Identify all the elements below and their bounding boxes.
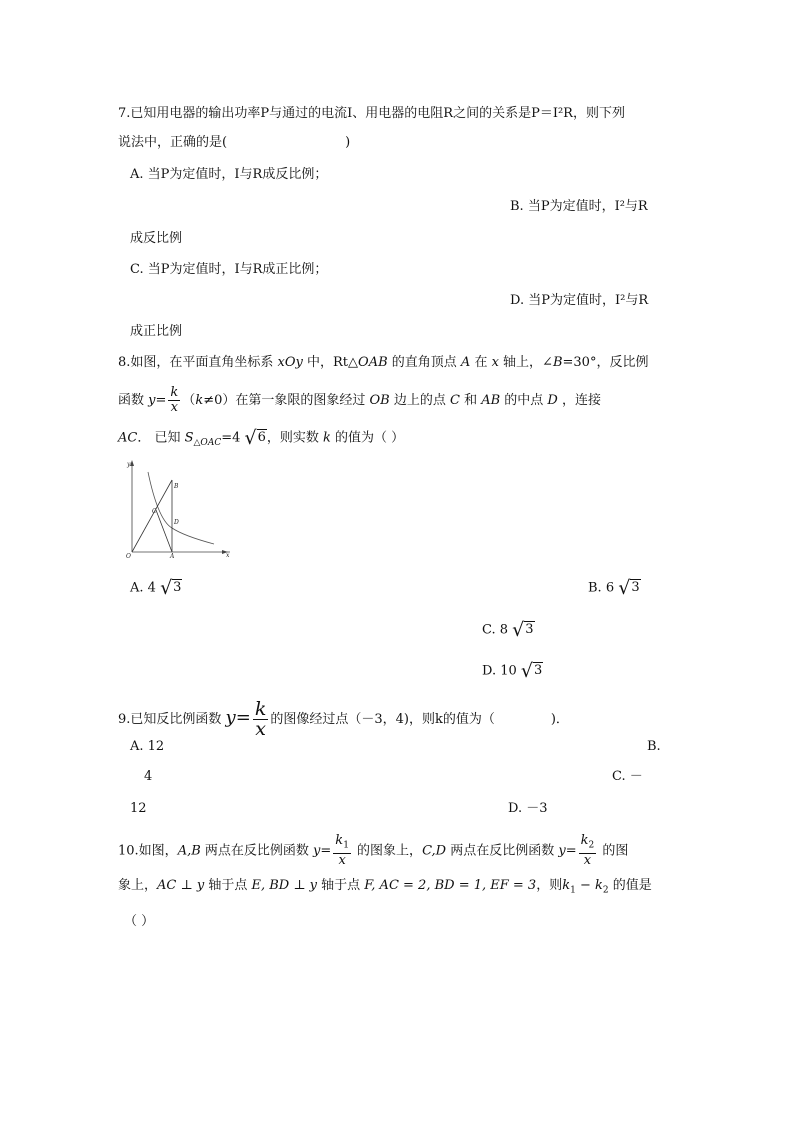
- option-label: D. 10: [482, 663, 521, 679]
- sqrt-radicand: 3: [173, 580, 182, 595]
- q8-var: OB: [369, 393, 390, 408]
- q10-math: y: [313, 843, 321, 859]
- q8-var: C: [449, 393, 460, 408]
- hyperbola-curve: [148, 472, 214, 544]
- label-c: C: [152, 508, 157, 515]
- q8-var: k: [323, 430, 331, 446]
- q8-text: ，连接: [557, 393, 601, 408]
- q8-option-b: [588, 578, 641, 599]
- fraction: [333, 834, 351, 868]
- fraction-numerator: k: [170, 385, 179, 400]
- label-y: y: [127, 461, 131, 468]
- q8-text: =4: [221, 430, 245, 446]
- label-o: O: [126, 553, 131, 560]
- q8-text: ，则实数: [266, 430, 324, 446]
- q8-text: 在: [470, 355, 492, 370]
- q8-text: 的中点: [500, 393, 548, 408]
- label-x: x: [226, 552, 230, 559]
- q9-text: )．: [550, 712, 569, 727]
- q7-paren-close: ): [345, 135, 351, 150]
- q10-math: E, BD ⊥ y: [251, 878, 318, 893]
- q9-text: =: [235, 707, 251, 728]
- q8-var: D: [547, 393, 558, 408]
- sqrt-sign: √: [512, 619, 525, 641]
- q9-option-a: A. 12: [130, 739, 165, 754]
- q9-var: y: [225, 707, 236, 728]
- q10-text: =: [565, 843, 577, 859]
- q8-text: 和: [459, 393, 482, 408]
- q10-text: 象上，: [118, 878, 158, 893]
- sqrt-radicand: 3: [525, 622, 534, 637]
- q7-stem-text: 说法中，正确的是(: [118, 135, 228, 150]
- option-label: C. 8: [482, 622, 513, 638]
- q8-option-d: [482, 661, 543, 682]
- q8-text: ≠0）在第一象限的图象经过: [203, 393, 370, 408]
- q8-var: AC: [118, 430, 138, 446]
- q8-text: 函数: [118, 393, 149, 408]
- q9-option-b-cont: 4: [144, 769, 153, 784]
- q8-text: （: [182, 393, 196, 408]
- q10-text: ，则: [536, 878, 563, 893]
- q7-option-a: A. 当P为定值时，I与R成反比例；: [130, 167, 328, 182]
- q8-var: y: [148, 393, 156, 408]
- q8-figure: [118, 458, 234, 560]
- q9-option-c: C. －: [612, 769, 643, 784]
- option-label: B. 6: [588, 580, 619, 596]
- q8-line1: [118, 353, 648, 373]
- q10-math: C,D: [422, 843, 447, 859]
- q10-text: 的图象上，: [352, 843, 423, 859]
- k-symbol: k: [562, 878, 571, 893]
- q7-option-b: B. 当P为定值时，I²与R: [510, 199, 648, 214]
- q8-option-a: [130, 578, 182, 599]
- fraction: [253, 700, 269, 739]
- q8-text: =: [155, 393, 167, 408]
- sqrt-radicand: 6: [257, 430, 266, 445]
- label-b: B: [174, 483, 179, 490]
- q10-text: 的图: [598, 843, 629, 859]
- q8-var: OAB: [358, 355, 388, 370]
- label-a: A: [170, 553, 175, 560]
- q10-line1: [118, 834, 628, 868]
- q8-text: ． 已知: [137, 430, 185, 446]
- k-subscript: 2: [588, 840, 595, 851]
- fraction-denominator: x: [170, 400, 179, 415]
- q9-option-b: B.: [647, 739, 661, 754]
- fraction-denominator: x: [255, 718, 266, 740]
- k-subscript: 1: [343, 840, 349, 851]
- q10-text: 轴于点: [317, 878, 365, 893]
- q8-text: 8.如图，在平面直角坐标系: [118, 355, 278, 370]
- segment-ac: [156, 510, 172, 552]
- q10-text: 两点在反比例函数: [446, 843, 559, 859]
- q7-line2: [118, 133, 350, 153]
- q9-option-c-cont: 12: [130, 801, 147, 816]
- q8-text: =30°，反比例: [562, 355, 649, 370]
- q7-option-c: C. 当P为定值时，I与R成正比例；: [130, 262, 328, 277]
- area-subscript: △OAC: [193, 438, 222, 449]
- q10-text: −: [575, 878, 596, 893]
- q9-option-d: D. －3: [508, 801, 548, 816]
- fraction-numerator: k: [254, 698, 267, 720]
- q7-option-d-cont: 成正比例: [130, 324, 183, 339]
- sqrt-radicand: 3: [631, 580, 640, 595]
- q8-text: 的值为（ ）: [330, 430, 405, 446]
- q8-var: x: [491, 355, 499, 370]
- q10-math: y: [558, 843, 566, 859]
- q7-option-b-cont: 成反比例: [130, 231, 183, 246]
- q8-text: 的直角顶点: [387, 355, 461, 370]
- sqrt-sign: √: [618, 577, 631, 599]
- q9-text: 的图像经过点（－3，4)，则k的值为（: [270, 712, 495, 727]
- q8-option-c: [482, 620, 535, 641]
- q8-var: k: [195, 393, 204, 408]
- q7-option-d: D. 当P为定值时，I²与R: [510, 293, 649, 308]
- q8-var: xOy: [277, 355, 303, 370]
- q10-line2: [118, 876, 652, 901]
- fraction: [168, 386, 180, 415]
- fraction-numerator: [333, 834, 351, 854]
- y-axis-arrow-icon: [130, 460, 134, 466]
- q10-math: AC ⊥ y: [157, 878, 205, 893]
- fraction-denominator: x: [583, 852, 592, 868]
- q8-line3: [118, 428, 404, 453]
- sqrt-sign: √: [244, 427, 257, 449]
- segment-ob: [132, 480, 172, 552]
- q10-text: =: [320, 843, 332, 859]
- q8-text: 中，Rt△: [302, 355, 359, 370]
- q9-line1: [118, 700, 569, 739]
- q8-line2: [118, 386, 601, 415]
- k-symbol: k: [580, 833, 589, 848]
- q10-text: 的值是: [608, 878, 652, 893]
- k-symbol: k: [335, 833, 344, 848]
- q8-var: AB: [481, 393, 501, 408]
- sqrt-sign: √: [520, 660, 534, 682]
- q9-text: 9.已知反比例函数: [118, 712, 226, 727]
- area-symbol: S: [184, 430, 194, 446]
- q10-text: 10.如图，: [118, 843, 178, 859]
- q10-text: 轴于点: [204, 878, 252, 893]
- q10-line3: （ ）: [124, 914, 155, 929]
- q8-text: 边上的点: [389, 393, 450, 408]
- q8-var: A: [460, 355, 471, 370]
- fraction: [579, 834, 597, 868]
- fraction-numerator: [579, 834, 597, 854]
- option-label: A. 4: [130, 580, 161, 596]
- q10-math: F, AC = 2, BD = 1, EF = 3: [364, 878, 537, 893]
- q10-text: 两点在反比例函数: [200, 843, 314, 859]
- q7-line1: 7.已知用电器的输出功率P与通过的电流I、用电器的电阻R之间的关系是P＝I²R，则下列: [118, 106, 625, 121]
- k-symbol: k: [595, 878, 603, 893]
- sqrt-sign: √: [160, 577, 173, 599]
- k-subscript: 1: [570, 885, 576, 896]
- fraction-denominator: x: [338, 852, 346, 868]
- q8-text: 轴上，∠: [498, 355, 553, 370]
- sqrt-radicand: 3: [534, 663, 543, 678]
- q8-var: B: [552, 355, 563, 370]
- k-subscript: 2: [602, 885, 609, 896]
- q10-math: A,B: [177, 843, 201, 859]
- label-d: D: [174, 519, 179, 526]
